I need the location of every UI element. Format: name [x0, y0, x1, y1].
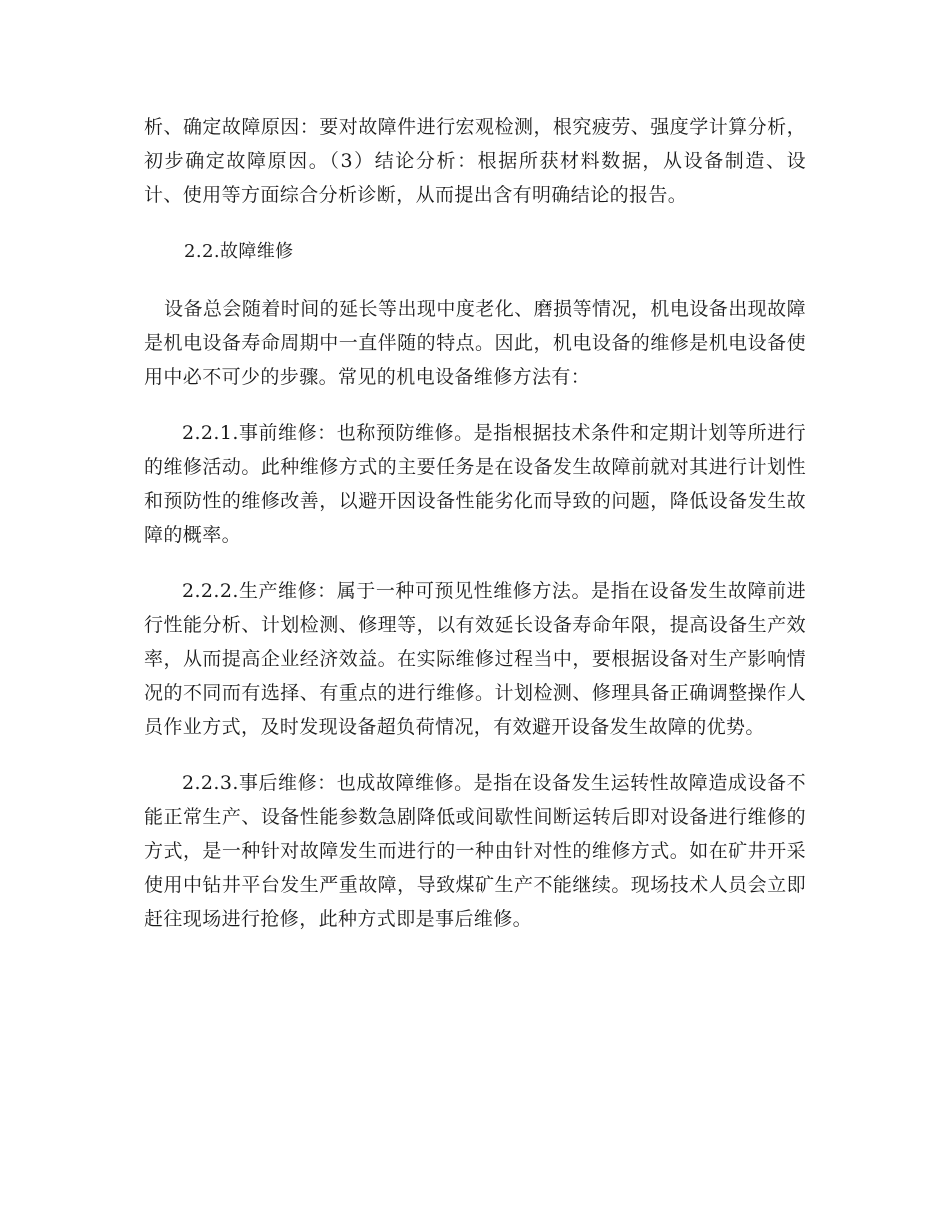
- paragraph-production-maintenance: 2.2.2.生产维修：属于一种可预见性维修方法。是指在设备发生故障前进行性能分析、计划检测、修理等，以有效延长设备寿命年限，提高设备生产效率，从而提高企业经济效益。在实际维修过程当中，要根据设备对生产影响情况的不同而有选择、有重点的进行维修。计划检测、修理具备正确调整操作人员作业方式，及时发现设备超负荷情况，有效避开设备发生故障的优势。: [144, 580, 806, 738]
- section-heading-fault-repair: 2.2.故障维修: [184, 241, 294, 262]
- document-body: [144, 110, 806, 936]
- paragraph-failure-analysis-continued: 析、确定故障原因：要对故障件进行宏观检测，根究疲劳、强度学计算分析，初步确定故障原因。（3）结论分析：根据所获材料数据，从设备制造、设计、使用等方面综合分析诊断，从而提出含有明确结论的报告。: [144, 116, 806, 206]
- paragraph-preventive-maintenance: 2.2.1.事前维修：也称预防维修。是指根据技术条件和定期计划等所进行的维修活动。此种维修方式的主要任务是在设备发生故障前就对其进行计划性和预防性的维修改善，以避开因设备性能劣化而导致的问题，降低设备发生故障的概率。: [144, 422, 806, 546]
- paragraph-fault-repair-intro: 设备总会随着时间的延长等出现中度老化、磨损等情况，机电设备出现故障是机电设备寿命周期中一直伴随的特点。因此，机电设备的维修是机电设备使用中必不可少的步骤。常见的机电设备维修方法有：: [144, 298, 806, 388]
- paragraph-corrective-maintenance: 2.2.3.事后维修：也成故障维修。是指在设备发生运转性故障造成设备不能正常生产、设备性能参数急剧降低或间歇性间断运转后即对设备进行维修的方式，是一种针对故障发生而进行的一种由针对性的维修方式。如在矿井开采使用中钻井平台发生严重故障，导致煤矿生产不能继续。现场技术人员会立即赶往现场进行抢修，此种方式即是事后维修。: [144, 772, 806, 930]
